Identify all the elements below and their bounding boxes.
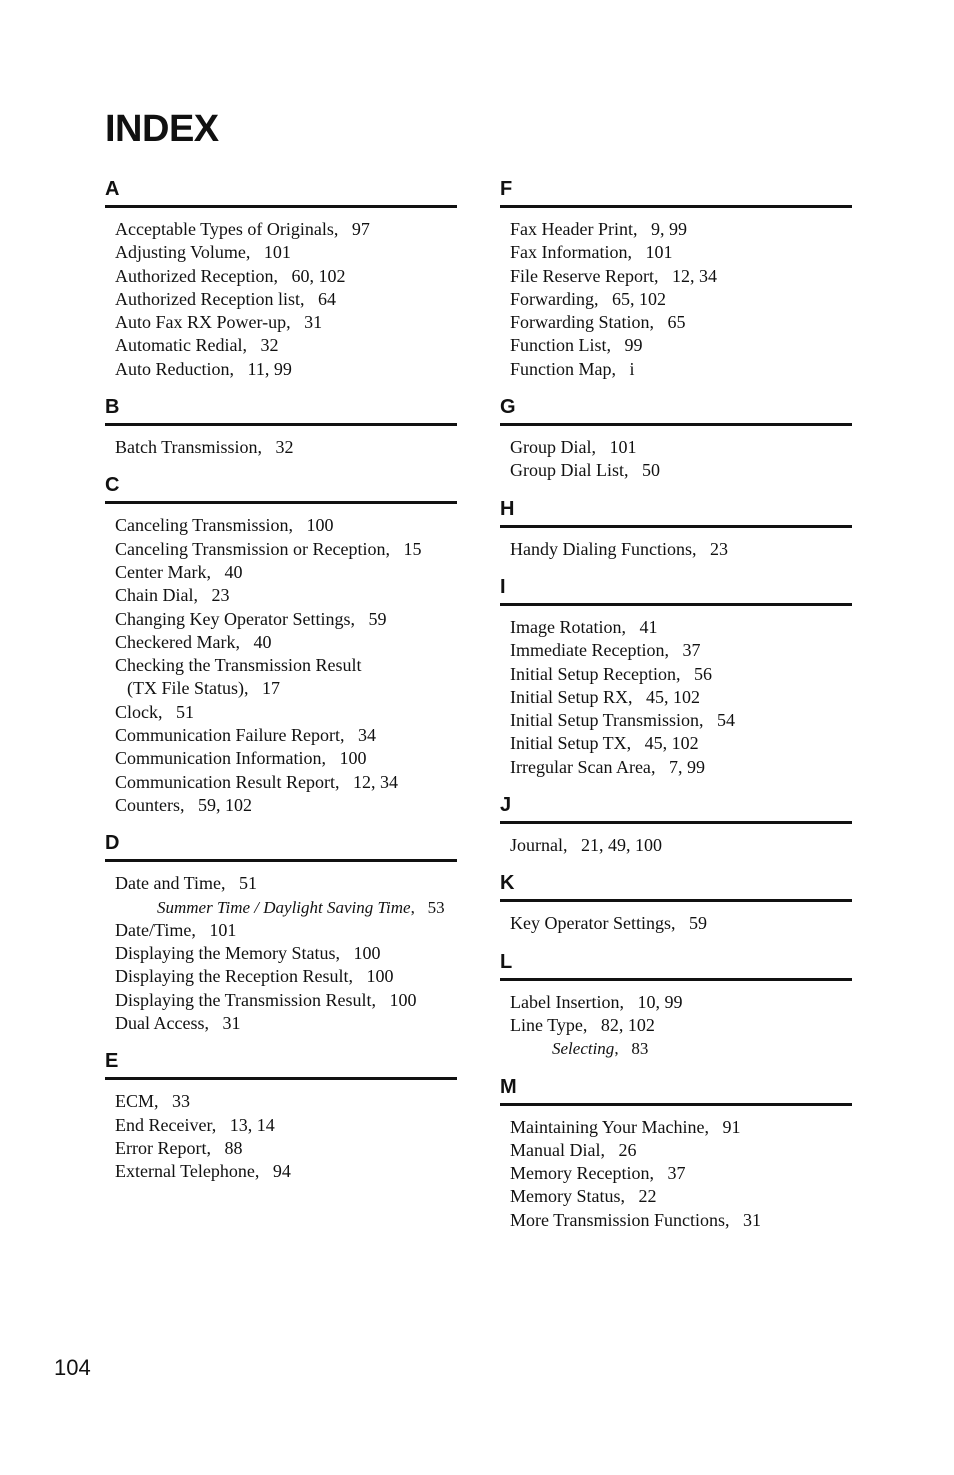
section-letter: F xyxy=(500,176,852,208)
index-entry xyxy=(115,1137,457,1160)
index-term: Counters xyxy=(115,794,180,815)
index-entry xyxy=(115,241,457,264)
index-term: Initial Setup Transmission xyxy=(510,710,700,731)
index-entry xyxy=(115,334,457,357)
index-term: Key Operator Settings xyxy=(510,913,671,934)
section-letter: K xyxy=(500,870,852,902)
section-letter: J xyxy=(500,792,852,824)
index-term: Chain Dial xyxy=(115,585,194,606)
index-page-ref: , 101 xyxy=(627,242,672,262)
index-page-ref: , 17 xyxy=(244,678,280,698)
index-term: Center Mark xyxy=(115,561,207,582)
index-entry xyxy=(510,1185,852,1208)
index-entry xyxy=(115,1012,457,1035)
index-entry-list xyxy=(105,426,457,459)
index-term: Summer Time / Daylight Saving Time xyxy=(157,897,411,917)
index-entry xyxy=(115,794,457,817)
index-section-i xyxy=(500,574,852,779)
index-page-ref: , 12, 34 xyxy=(654,266,717,286)
index-entry-list xyxy=(105,1080,457,1183)
index-term: Clock xyxy=(115,701,158,722)
index-term: Automatic Redial xyxy=(115,335,243,356)
index-entry xyxy=(115,538,457,561)
index-entry-list xyxy=(500,981,852,1061)
section-letter: D xyxy=(105,830,457,862)
index-term: Auto Fax RX Power-up xyxy=(115,312,287,333)
index-term: Displaying the Reception Result xyxy=(115,966,349,987)
index-entry xyxy=(510,334,852,357)
section-letter: B xyxy=(105,394,457,426)
index-term: Memory Reception xyxy=(510,1163,650,1184)
index-term: Error Report xyxy=(115,1137,207,1158)
index-entry xyxy=(510,311,852,334)
index-entry xyxy=(510,1116,852,1139)
index-entry xyxy=(115,288,457,311)
page-number: 104 xyxy=(54,1355,91,1380)
index-entry-list xyxy=(500,902,852,935)
index-entry-list xyxy=(500,208,852,381)
index-page-ref: , 31 xyxy=(725,1210,761,1230)
index-term: Fax Header Print xyxy=(510,219,633,239)
index-entry xyxy=(510,912,852,935)
index-page-ref: , 59 xyxy=(671,913,707,933)
index-entry xyxy=(115,218,457,241)
index-entry xyxy=(510,709,852,732)
index-entry xyxy=(115,919,457,942)
index-entry xyxy=(115,311,457,334)
index-page-ref: , 21, 49, 100 xyxy=(563,835,662,855)
index-page-ref: , 100 xyxy=(289,515,334,535)
index-page-ref: , 22 xyxy=(621,1186,657,1206)
index-term: Authorized Reception xyxy=(115,265,274,286)
index-term: Communication Result Report xyxy=(115,771,335,792)
index-section-m xyxy=(500,1074,852,1232)
index-section-g xyxy=(500,394,852,483)
index-entry xyxy=(115,1160,457,1183)
index-page-ref: , 82, 102 xyxy=(583,1015,655,1035)
index-page-ref: , 31 xyxy=(204,1013,240,1033)
section-letter: L xyxy=(500,949,852,981)
index-term: Auto Reduction xyxy=(115,358,230,379)
index-column-left xyxy=(105,176,457,1197)
index-page-ref: , 31 xyxy=(286,312,322,332)
index-section-a xyxy=(105,176,457,381)
section-letter: H xyxy=(500,496,852,528)
index-entry xyxy=(115,965,457,988)
index-entry xyxy=(510,834,852,857)
index-section-b xyxy=(105,394,457,459)
index-entry-list xyxy=(105,862,457,1035)
index-entry xyxy=(115,265,457,288)
index-term: Group Dial List xyxy=(510,460,624,481)
index-term: Irregular Scan Area xyxy=(510,756,651,777)
index-entry xyxy=(510,639,852,662)
index-page-ref: , 26 xyxy=(600,1140,636,1160)
index-term: Authorized Reception list xyxy=(115,288,300,309)
index-page-ref: , 34 xyxy=(340,725,376,745)
index-entry-list xyxy=(105,208,457,381)
index-term: File Reserve Report xyxy=(510,265,654,286)
index-page-ref: , 97 xyxy=(334,219,370,239)
index-page-ref: , 40 xyxy=(206,562,242,582)
index-page-ref: , 15 xyxy=(385,539,421,559)
index-term: Changing Key Operator Settings xyxy=(115,608,351,629)
index-entry xyxy=(115,561,457,584)
index-section-f xyxy=(500,176,852,381)
index-page-ref: , 11, 99 xyxy=(230,359,292,379)
index-page-ref: , 32 xyxy=(242,335,278,355)
index-entry xyxy=(115,747,457,770)
index-page-ref: , 99 xyxy=(607,335,643,355)
index-term: Initial Setup Reception xyxy=(510,663,676,684)
index-term: Adjusting Volume xyxy=(115,242,246,263)
index-term: Memory Status xyxy=(510,1186,621,1207)
index-term: Maintaining Your Machine xyxy=(510,1116,705,1137)
index-term: Initial Setup TX xyxy=(510,733,627,754)
section-letter: I xyxy=(500,574,852,606)
index-entry xyxy=(115,1114,457,1137)
index-page-ref: , 51 xyxy=(158,702,194,722)
index-entry xyxy=(510,756,852,779)
index-section-e xyxy=(105,1048,457,1183)
index-term: Immediate Reception xyxy=(510,640,665,661)
index-entry-list xyxy=(105,504,457,817)
index-term: Group Dial xyxy=(510,437,592,458)
index-term: Acceptable Types of Originals xyxy=(115,219,334,239)
index-term: End Receiver xyxy=(115,1114,212,1135)
index-term: Line Type xyxy=(510,1014,583,1035)
index-term: Initial Setup RX xyxy=(510,686,628,707)
index-page-ref: , 45, 102 xyxy=(628,687,700,707)
index-term: Journal xyxy=(510,835,563,856)
index-term: Forwarding xyxy=(510,288,594,309)
index-page-ref: , 100 xyxy=(348,966,393,986)
index-term: Date/Time xyxy=(115,919,192,940)
index-entry-list xyxy=(500,824,852,857)
index-page-ref: , 88 xyxy=(206,1138,242,1158)
index-entry xyxy=(510,218,852,241)
index-entry-list xyxy=(500,1106,852,1232)
index-entry xyxy=(510,288,852,311)
index-term: Canceling Transmission xyxy=(115,515,289,536)
index-page-ref: , 23 xyxy=(692,539,728,559)
index-term: Canceling Transmission or Reception xyxy=(115,538,386,559)
index-entry xyxy=(510,1162,852,1185)
index-entry xyxy=(510,686,852,709)
index-term: Displaying the Memory Status xyxy=(115,943,336,964)
index-entry xyxy=(115,436,457,459)
index-page-ref: , 23 xyxy=(194,585,230,605)
index-entry xyxy=(510,265,852,288)
index-entry xyxy=(115,771,457,794)
index-page-ref: , 94 xyxy=(255,1161,291,1181)
index-page-ref: , 100 xyxy=(335,943,380,963)
index-subentry xyxy=(510,1037,852,1060)
index-page-ref: , 56 xyxy=(676,664,712,684)
index-page-ref: , 100 xyxy=(372,990,417,1010)
index-entry xyxy=(115,989,457,1012)
index-entry-list xyxy=(500,426,852,483)
index-entry xyxy=(510,1139,852,1162)
index-entry xyxy=(510,538,852,561)
section-letter: M xyxy=(500,1074,852,1106)
index-page-ref: , 7, 99 xyxy=(651,757,705,777)
index-entry xyxy=(510,1014,852,1037)
index-entry xyxy=(510,436,852,459)
index-entry xyxy=(510,663,852,686)
index-page-ref: , 51 xyxy=(221,873,257,893)
index-page-ref: , 83 xyxy=(614,1039,648,1058)
index-page-ref: , 59, 102 xyxy=(180,795,252,815)
index-entry xyxy=(510,459,852,482)
index-section-l xyxy=(500,949,852,1061)
index-entry xyxy=(115,358,457,381)
index-page-ref: , 50 xyxy=(624,460,660,480)
index-page-ref: , 10, 99 xyxy=(619,992,682,1012)
index-term-continuation xyxy=(115,677,457,700)
index-entry xyxy=(115,872,457,895)
index-section-k xyxy=(500,870,852,935)
index-term: Date and Time xyxy=(115,873,221,894)
index-section-d xyxy=(105,830,457,1035)
index-term: Communication Failure Report xyxy=(115,725,340,746)
index-page-ref: , 101 xyxy=(191,920,236,940)
index-entry xyxy=(115,1090,457,1113)
index-page-ref: , 40 xyxy=(235,632,271,652)
index-page-ref: , 45, 102 xyxy=(627,733,699,753)
index-page-ref: , 54 xyxy=(699,710,735,730)
index-term: Forwarding Station xyxy=(510,312,650,333)
index-term: Communication Information xyxy=(115,748,322,769)
index-entry xyxy=(115,942,457,965)
index-term: Dual Access xyxy=(115,1013,205,1034)
index-term: ECM xyxy=(115,1091,155,1112)
index-entry xyxy=(510,241,852,264)
index-term: External Telephone xyxy=(115,1161,255,1182)
index-page-ref: , 65, 102 xyxy=(594,289,666,309)
index-entry xyxy=(115,584,457,607)
index-section-h xyxy=(500,496,852,561)
index-page-ref: , 65 xyxy=(650,312,686,332)
index-term-continuation-text: (TX File Status) xyxy=(127,678,244,699)
index-page-ref: , 64 xyxy=(300,289,336,309)
section-letter: C xyxy=(105,472,457,504)
index-entry xyxy=(510,1209,852,1232)
index-page-ref: , 33 xyxy=(154,1091,190,1111)
index-term: Label Insertion xyxy=(510,991,620,1012)
index-entry xyxy=(510,358,852,381)
index-entry xyxy=(510,732,852,755)
index-term: Manual Dial xyxy=(510,1139,601,1160)
index-page-ref: , 41 xyxy=(621,617,657,637)
index-page-ref: , 32 xyxy=(258,437,294,457)
index-page-ref: , 37 xyxy=(664,640,700,660)
index-term: Fax Information xyxy=(510,242,628,263)
page-title: INDEX xyxy=(105,108,219,150)
index-entry xyxy=(510,616,852,639)
index-section-c xyxy=(105,472,457,817)
index-page-ref: , 53 xyxy=(411,898,445,917)
section-letter: E xyxy=(105,1048,457,1080)
index-page-ref: , 12, 34 xyxy=(335,772,398,792)
index-term: Checkered Mark xyxy=(115,631,236,652)
index-entry xyxy=(115,514,457,537)
section-letter: G xyxy=(500,394,852,426)
index-page-ref: , 100 xyxy=(321,748,366,768)
index-subentry xyxy=(115,896,457,919)
index-page-ref: , i xyxy=(612,359,635,379)
index-entry xyxy=(115,654,457,701)
index-term: Displaying the Transmission Result xyxy=(115,989,372,1010)
index-entry xyxy=(115,701,457,724)
index-entry xyxy=(115,724,457,747)
index-term: Selecting xyxy=(552,1039,615,1059)
index-page-ref: , 60, 102 xyxy=(273,266,345,286)
index-page-ref: , 59 xyxy=(350,609,386,629)
index-term: Image Rotation xyxy=(510,616,622,637)
index-page-ref: , 101 xyxy=(591,437,636,457)
index-term: Function Map xyxy=(510,358,612,379)
index-entry-list xyxy=(500,528,852,561)
index-term: More Transmission Functions xyxy=(510,1209,726,1230)
index-entry xyxy=(115,608,457,631)
index-term: Handy Dialing Functions xyxy=(510,538,692,559)
section-letter: A xyxy=(105,176,457,208)
index-entry-list xyxy=(500,606,852,779)
index-page-ref: , 9, 99 xyxy=(633,219,687,239)
index-page-ref: , 101 xyxy=(246,242,291,262)
index-section-j xyxy=(500,792,852,857)
index-term: Batch Transmission xyxy=(115,437,258,458)
index-entry xyxy=(510,991,852,1014)
index-page-ref: , 91 xyxy=(704,1117,740,1137)
index-page-ref: , 13, 14 xyxy=(212,1115,275,1135)
index-page-ref: , 37 xyxy=(649,1163,685,1183)
index-column-right xyxy=(500,176,852,1245)
index-term: Checking the Transmission Result xyxy=(115,655,362,676)
index-entry xyxy=(115,631,457,654)
index-term: Function List xyxy=(510,335,607,356)
